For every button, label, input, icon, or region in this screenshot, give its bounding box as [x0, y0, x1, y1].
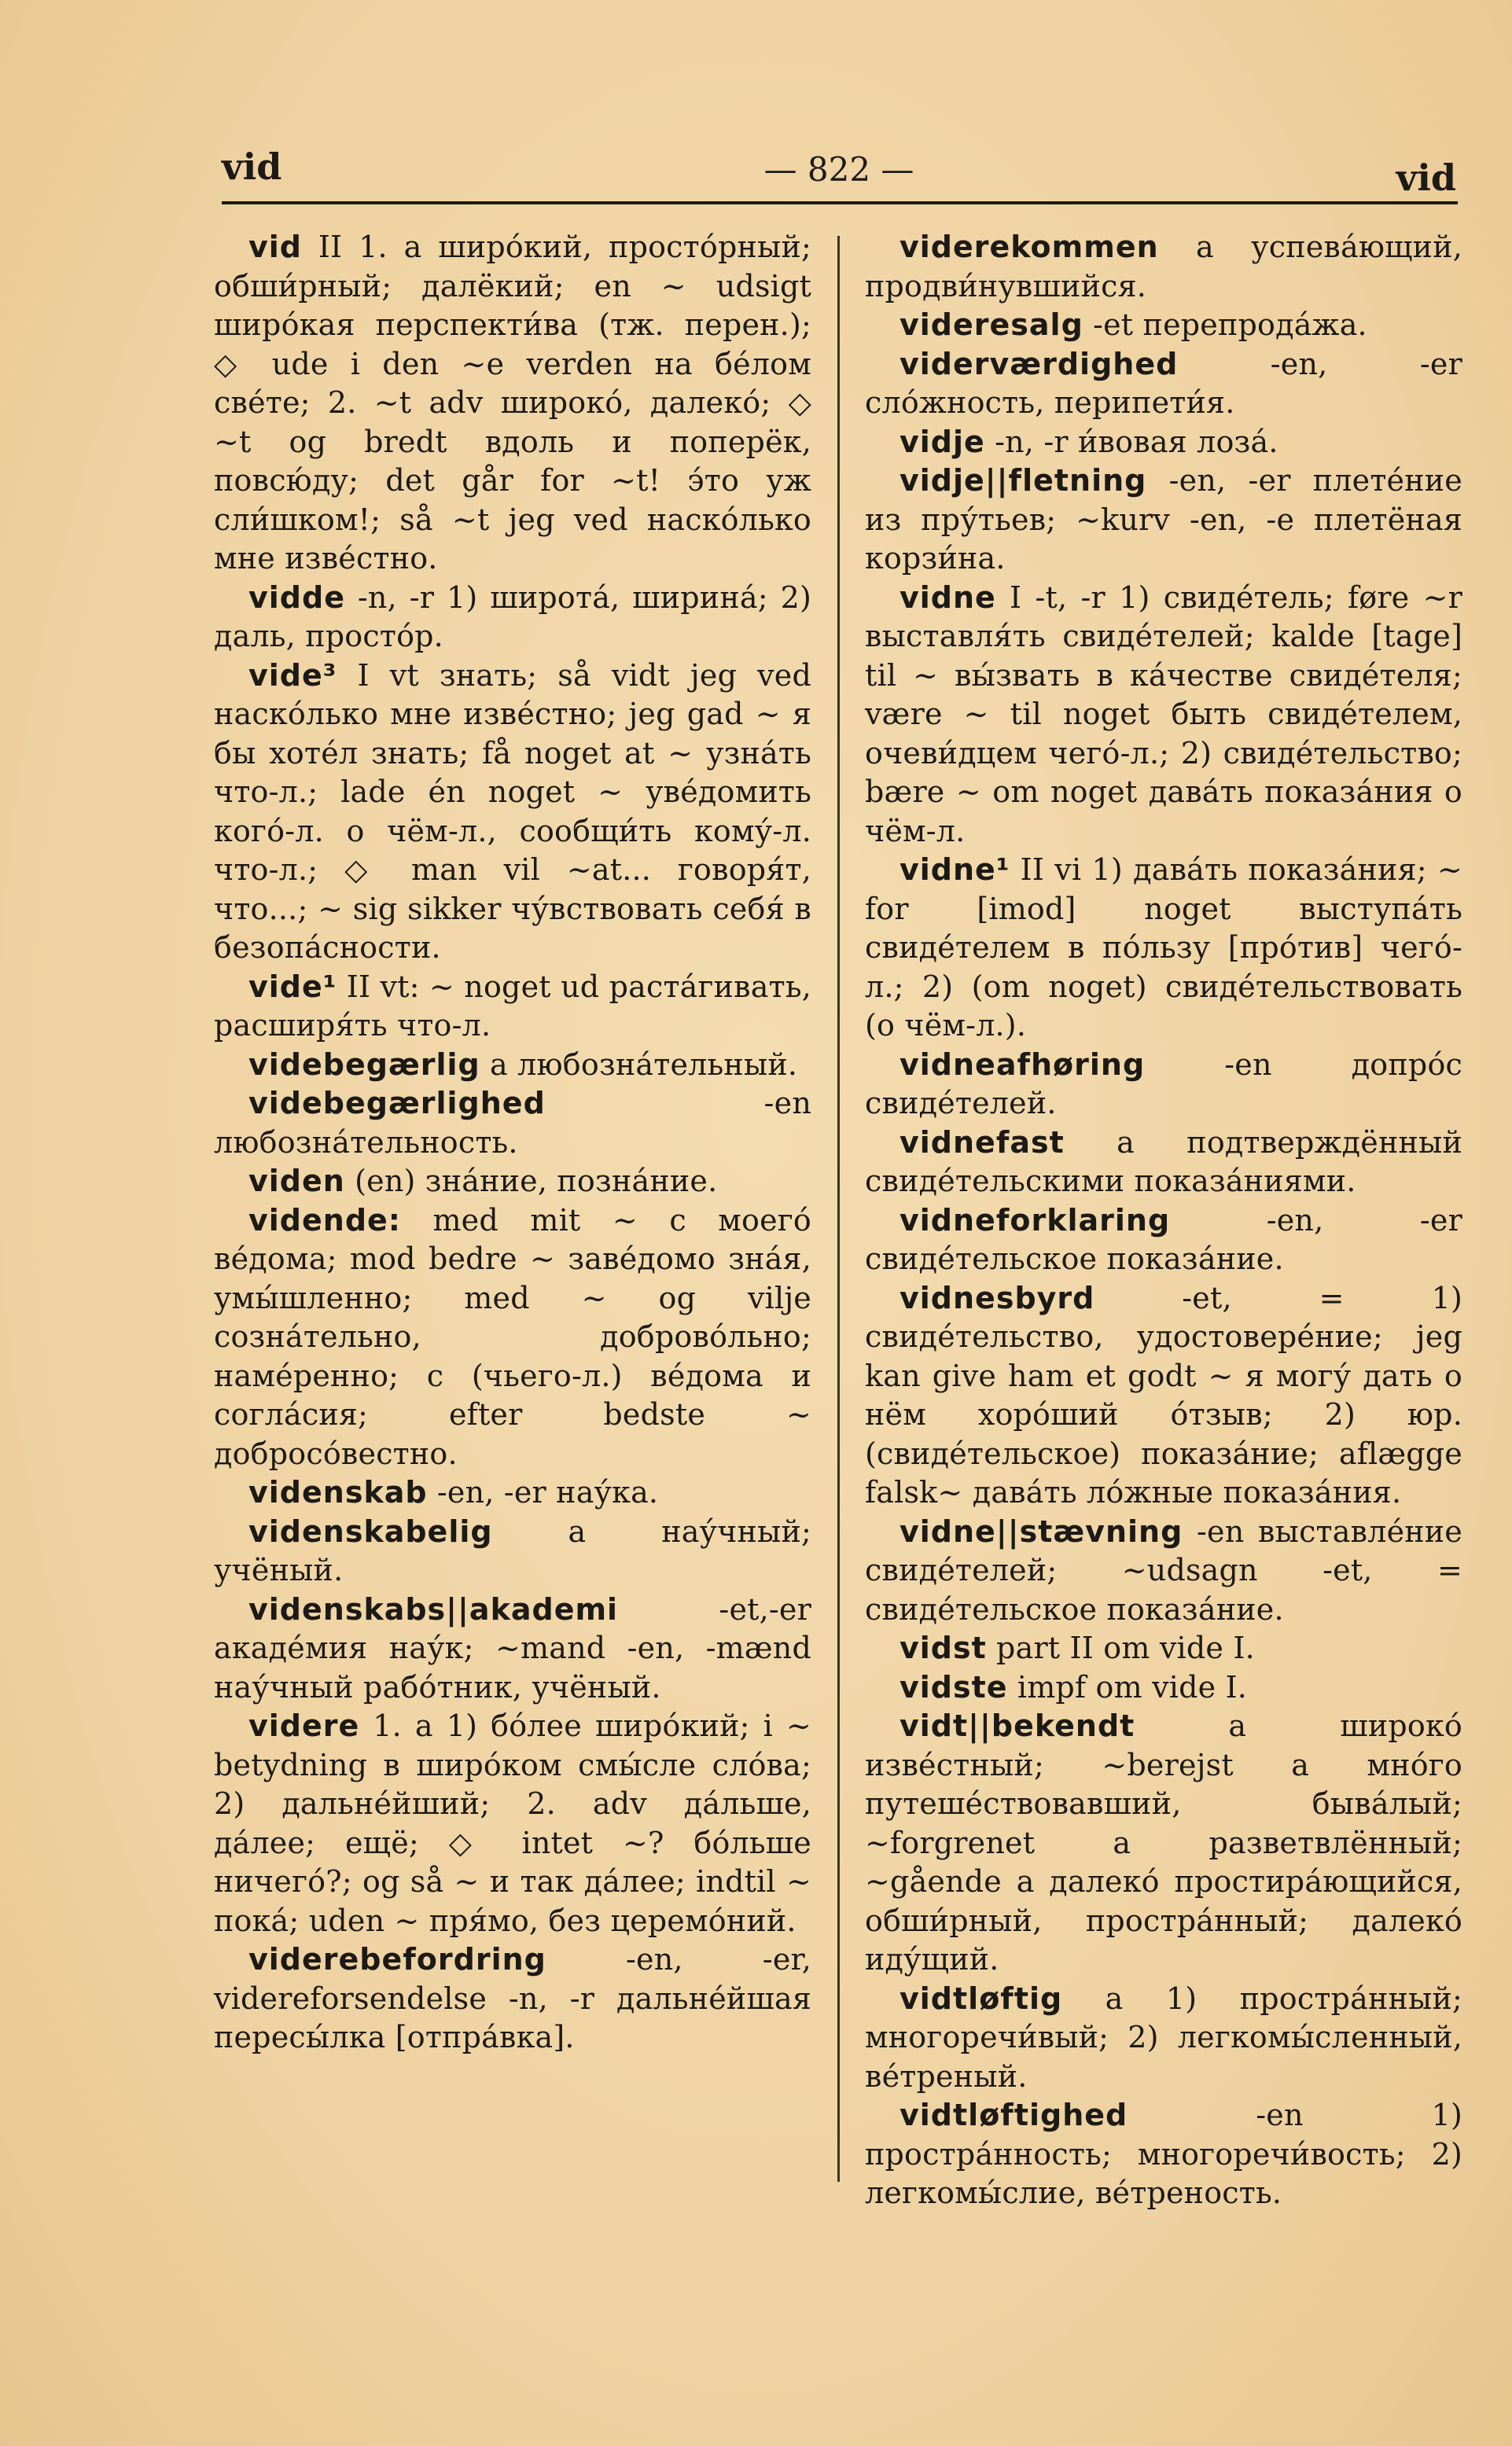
definition: -et, = 1) свиде́тельство, удостовере́ние; jeg kan give ham et godt ~ я могу́ дать о нём хоро́ший о́тзыв; 2) юр. (свиде́тельское) показа́ние; aflægge falsk~ дава́ть ло́жные показа́ния. [865, 1280, 1462, 1510]
definition: -en, -er плете́ние из пру́тьев; ~kurv -en, -e плетёная корзи́на. [865, 463, 1462, 576]
headword: vidje||fletning [899, 463, 1147, 498]
definition: 1. a 1) бо́лее широ́кий; i ~ betydning в широ́ком смы́сле сло́ва; 2) дальне́йший; 2. adv да́льше, да́лее; ещё; ◇ intet ~? бо́льше ничего́?; og så ~ и так да́лее; indtil ~ пока́; uden ~ пря́мо, без церемо́ний. [214, 1709, 811, 1938]
headword: videre [248, 1709, 360, 1743]
dictionary-entry [865, 345, 1462, 423]
left-column [214, 228, 811, 2058]
headword: vidende: [248, 1202, 401, 1238]
dictionary-entry [865, 1279, 1462, 1513]
dictionary-entry [214, 968, 811, 1046]
dictionary-entry [214, 1046, 811, 1085]
dictionary-entry [865, 1046, 1462, 1124]
headword: vidtløftig [899, 1981, 1063, 2016]
dictionary-entry [865, 579, 1462, 852]
definition: a 1) простра́нный; многоречи́вый; 2) легкомы́сленный, ве́треный. [865, 1981, 1462, 2094]
dictionary-entry [214, 579, 811, 657]
headword: viderekommen [899, 230, 1159, 264]
headword: videnskab [248, 1475, 428, 1510]
dictionary-entry [865, 1124, 1462, 1201]
headword: viderværdighed [899, 346, 1179, 381]
definition: -et перепрода́жа. [1083, 307, 1367, 342]
definition: -en допро́с свиде́телей. [865, 1046, 1462, 1120]
headword: viderebefordring [248, 1942, 546, 1977]
definition: -n, -r и́вовая лоза́. [984, 424, 1278, 459]
definition: -en, -er нау́ка. [427, 1475, 659, 1510]
definition: a нау́чный; учёный. [214, 1514, 811, 1587]
headword: videnskabs||akademi [248, 1591, 619, 1627]
dictionary-entry [214, 1201, 811, 1474]
headword: videresalg [899, 307, 1083, 342]
headword: vidne¹ [899, 852, 1010, 887]
headword: vidde [248, 579, 345, 615]
dictionary-entry [865, 2096, 1462, 2213]
headword: vidje [899, 424, 985, 459]
headword: vidnesbyrd [899, 1280, 1095, 1315]
definition: -en, -er свиде́тельское показа́ние. [865, 1202, 1462, 1276]
definition: II 1. a широ́кий, просто́рный; обши́рный; далёкий; en ~ udsigt широ́кая перспекти́ва (тж. перен.); ◇ ude i den ~e verden на бе́лом све́те; 2. ~t adv широко́, далеко́; ◇ ~t og bredt вдоль и поперёк, повсю́ду; det går for ~t! э́то уж сли́шком!; så ~t jeg ved наско́лько мне изве́стно. [214, 230, 811, 576]
definition: a подтверждённый свиде́тельскими показа́ниями. [865, 1124, 1462, 1198]
headword: vide³ [248, 657, 337, 693]
dictionary-entry [214, 228, 811, 579]
dictionary-entry [214, 1084, 811, 1162]
column-divider [837, 236, 840, 2182]
definition: -en, -er, videreforsendelse -n, -r дальне́йшая пересы́лка [отпра́вка]. [214, 1942, 811, 2054]
dictionary-entry [865, 1668, 1462, 1708]
definition: -n, -r 1) широта́, ширина́; 2) даль, просто́р. [214, 579, 811, 653]
definition: a успева́ющий, продви́нувшийся. [865, 230, 1462, 303]
headword: vidtløftighed [899, 2098, 1128, 2132]
headword: vidst [899, 1631, 987, 1665]
definition: a широко́ изве́стный; ~berejst a мно́го путеше́ствовавший, быва́лый; ~forgrenet a разветвлённый; ~gående a далеко́ простира́ющийся, обши́рный, простра́нный; далеко́ иду́щий. [865, 1709, 1462, 1977]
headword: videnskabelig [248, 1514, 493, 1549]
definition: II vt: ~ noget ud раста́гивать, расширя́ть что-л. [214, 969, 811, 1043]
definition: II vi 1) дава́ть показа́ния; ~ for [imod] noget выступа́ть свиде́телем в по́льзу [про́тив] чего́-л.; 2) (om noget) свиде́тельствовать (о чём-л.). [865, 852, 1462, 1043]
definition: (en) зна́ние, позна́ние. [344, 1164, 718, 1198]
dictionary-entry [865, 1980, 1462, 2097]
headword: vid [248, 230, 302, 264]
dictionary-entry [214, 657, 811, 968]
dictionary-entry [865, 1707, 1462, 1980]
definition: a любозна́тельный. [480, 1046, 798, 1082]
definition: I -t, -r 1) свиде́тель; føre ~r выставля́ть свиде́телей; kalde [tage] til ~ вы́звать в ка́честве свиде́теля; være ~ til noget быть свиде́телем, очеви́дцем чего́-л.; 2) свиде́тельство; bære ~ om noget дава́ть показа́ния о чём-л. [865, 579, 1462, 848]
dictionary-entry [865, 462, 1462, 579]
definition: -en, -er сло́жность, перипети́я. [865, 346, 1462, 420]
definition: med mit ~ с моего́ ве́дома; mod bedre ~ заве́домо зна́я, умы́шленно; med ~ og vilje созна́тельно, доброво́льно; наме́ренно; с (чьего-л.) ве́дома и согла́сия; efter bedste ~ добросо́вестно. [214, 1202, 811, 1471]
header-right-guide-word: vid [1396, 156, 1456, 199]
definition: I vt знать; så vidt jeg ved наско́лько мне изве́стно; jeg gad ~ я бы хоте́л знать; få noget at ~ узна́ть что-л.; lade én noget ~ уве́домить кого́-л. о чём-л., сообщи́ть кому́-л. что-л.; ◇ man vil ~at... говоря́т, что...; ~ sig sikker чу́вствовать себя́ в безопа́сности. [214, 657, 811, 965]
headword: vidt||bekendt [899, 1709, 1135, 1743]
dictionary-entry [865, 1629, 1462, 1668]
dictionary-entry [865, 306, 1462, 345]
headword: vidne [899, 579, 996, 615]
headword: vidste [899, 1669, 1008, 1705]
page-number: — 822 — [763, 150, 914, 189]
dictionary-entry [865, 851, 1462, 1046]
definition: -et,-er акаде́мия нау́к; ~mand -en, -mænd нау́чный рабо́тник, учёный. [214, 1591, 811, 1705]
definition: impf om vide I. [1007, 1669, 1248, 1705]
dictionary-entry [214, 1473, 811, 1513]
headword: vidnefast [899, 1124, 1065, 1160]
dictionary-entry [865, 1513, 1462, 1630]
dictionary-entry [865, 1201, 1462, 1279]
headword: vidne||stævning [899, 1514, 1183, 1549]
dictionary-entry [214, 1162, 811, 1201]
definition: part II om vide I. [986, 1631, 1255, 1665]
headword: vide¹ [248, 969, 337, 1004]
definition: -en 1) простра́нность; многоречи́вость; 2) легкомы́слие, ве́треность. [865, 2098, 1462, 2210]
dictionary-entry [865, 423, 1462, 462]
definition: -en любозна́тельность. [214, 1086, 811, 1160]
dictionary-entry [214, 1940, 811, 2058]
dictionary-entry [214, 1513, 811, 1591]
headword: videbegærlighed [248, 1086, 546, 1120]
page-header [222, 145, 1456, 200]
definition: -en выставле́ние свиде́телей; ~udsagn -et, = свиде́тельское показа́ние. [865, 1514, 1462, 1627]
headword: viden [248, 1164, 345, 1198]
header-left-guide-word: vid [222, 145, 282, 188]
headword: vidneforklaring [899, 1202, 1171, 1238]
headword: videbegærlig [248, 1046, 480, 1082]
dictionary-entry [214, 1707, 811, 1940]
dictionary-entry [865, 228, 1462, 306]
headword: vidneafhøring [899, 1046, 1146, 1082]
header-rule [222, 201, 1458, 204]
dictionary-entry [214, 1591, 811, 1708]
right-column [865, 228, 1462, 2213]
